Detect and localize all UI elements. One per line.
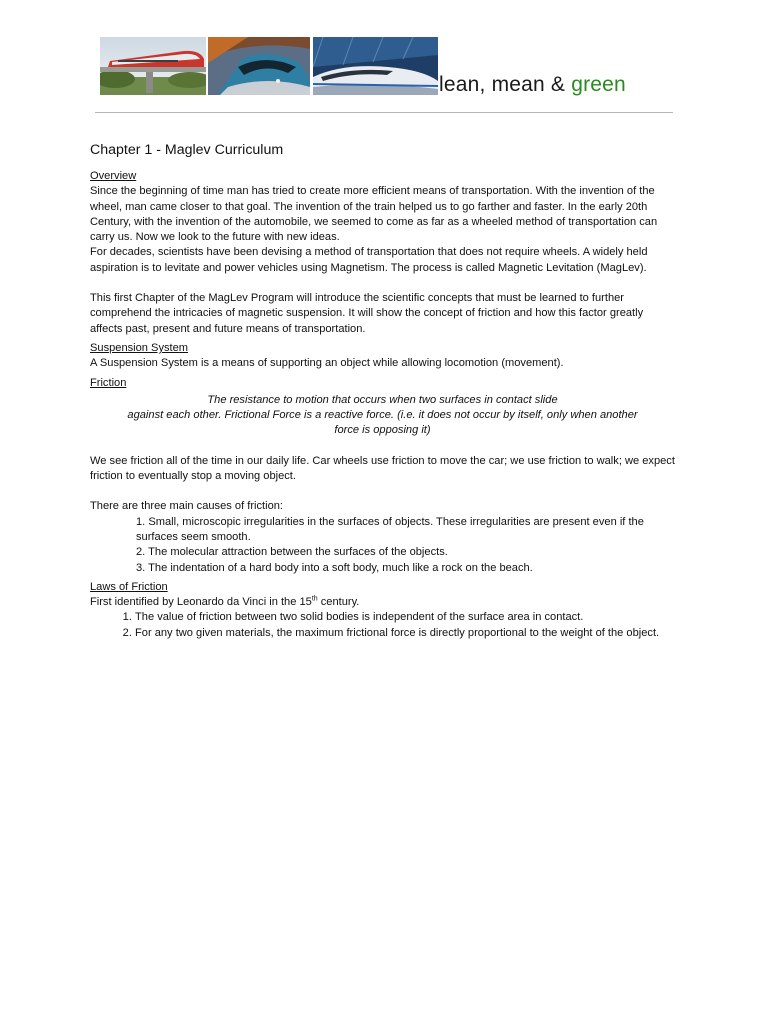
header-divider — [95, 112, 673, 113]
list-item: 2. The molecular attraction between the surfaces of the objects. — [136, 546, 448, 559]
tagline-green-word: green — [571, 73, 626, 96]
suspension-heading: Suspension System — [90, 341, 189, 354]
list-item: 1. Small, microscopic irregularities in the surfaces of objects. These irregularities are present even if the surfaces seem smooth. — [136, 515, 644, 543]
laws-heading: Laws of Friction — [90, 580, 168, 593]
list-item: 2. For any two given materials, the maximum frictional force is directly proportional to the weight of the object. — [135, 626, 675, 641]
suspension-text: A Suspension System is a means of supporting an object while allowing locomotion (movement). — [90, 357, 564, 370]
friction-definition-line: force is opposing it) — [334, 424, 431, 437]
overview-heading: Overview — [90, 170, 137, 182]
laws-list — [90, 610, 675, 641]
page-header — [100, 37, 675, 99]
friction-definition-line: against each other. Frictional Force is a reactive force. (i.e. it does not occur by itself, only when another — [127, 409, 638, 422]
maglev-train-photo — [208, 37, 310, 95]
friction-causes-list — [90, 515, 675, 576]
list-item: 3. The indentation of a hard body into a soft body, much like a rock on the beach. — [136, 561, 533, 574]
friction-definition-line: The resistance to motion that occurs when two surfaces in contact slide — [207, 393, 558, 406]
laws-intro — [90, 595, 675, 610]
site-tagline — [439, 73, 626, 97]
document-body — [90, 141, 675, 641]
laws-intro-text-end: century. — [317, 596, 360, 609]
laws-intro-superscript: th — [311, 595, 318, 603]
friction-definition — [90, 393, 675, 439]
overview-paragraph-2: For decades, scientists have been devising a method of transportation that does not require wheels. A widely held aspiration is to levitate and power vehicles using Magnetism. The process is called Magnetic Levitation (MagLev). — [90, 246, 648, 274]
tagline-text: lean, mean & — [439, 73, 572, 96]
list-item: 1. The value of friction between two solid bodies is independent of the surface area in contact. — [135, 610, 675, 625]
laws-intro-text: First identified by Leonardo da Vinci in the 15 — [90, 596, 312, 609]
overview-paragraph-1: Since the beginning of time man has tried to create more efficient means of transportation. With the invention of the wheel, man came closer to that goal. The invention of the train helped us to go farther and faster. In the early 20th Century, with the invention of the automobile, we seemed to come as far as a wheeled method of transportation can carry us. Now we look to the future with new ideas. — [90, 185, 658, 244]
friction-paragraph: We see friction all of the time in our daily life. Car wheels use friction to move the car; we use friction to walk; we expect friction to eventually stop a moving object. — [90, 454, 675, 483]
maglev-train-photo — [100, 37, 206, 95]
overview-paragraph-3: This first Chapter of the MagLev Program will introduce the scientific concepts that must be learned to further comprehend the intricacies of magnetic suspension. It will show the concept of friction and how this factor greatly affects past, present and future means of transportation. — [90, 292, 644, 335]
maglev-train-photo — [313, 37, 438, 95]
friction-heading: Friction — [90, 376, 127, 389]
friction-causes-intro: There are three main causes of friction: — [90, 500, 283, 513]
chapter-title: Chapter 1 - Maglev Curriculum — [90, 142, 284, 158]
